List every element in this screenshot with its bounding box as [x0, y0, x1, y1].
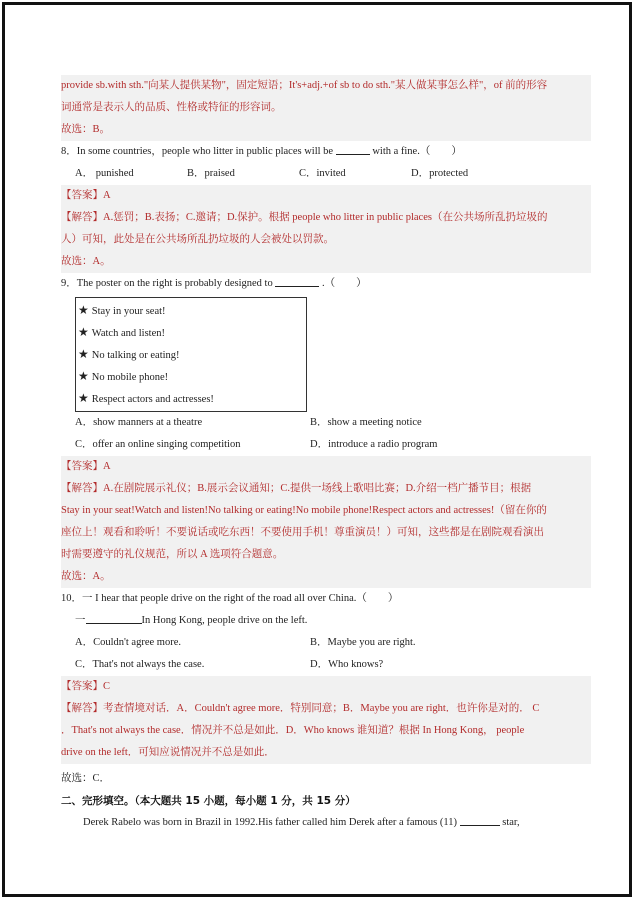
q10-stem: 10．一 I hear that people drive on the right of the road all over China.（ ） — [61, 593, 399, 604]
q10-answer-blank — [86, 611, 142, 624]
q8-option-a: A． punished — [75, 168, 134, 179]
q8-option-d: D．protected — [411, 168, 469, 179]
q9-option-b: B．show a meeting notice — [310, 417, 422, 428]
q10-explanation-line: drive on the left．可知应说情况并不总是如此． — [61, 747, 275, 758]
poster-item-text: Watch and listen! — [91, 328, 165, 339]
q8-option-b: B．praised — [187, 168, 235, 179]
q10-reply — [61, 610, 591, 632]
q8-answer-blank — [336, 142, 370, 155]
poster-item-text: Respect actors and actresses! — [91, 394, 214, 405]
q8-stem-text: 8．In some countries，people who litter in public places will be — [61, 146, 334, 157]
q10-reply-text: In Hong Kong, people drive on the left. — [141, 615, 308, 626]
q10-option-c: C．That's not always the case. — [75, 659, 205, 670]
q9-option-c: C．offer an online singing competition — [75, 439, 241, 450]
q9-explanation-line: 【解答】A.在剧院展示礼仪；B.展示会议通知；C.提供一场线上歌唱比赛；D.介绍一档广播节目；根据 — [61, 483, 532, 494]
q9-option-d: D．introduce a radio program — [310, 439, 438, 450]
q8-options — [61, 163, 591, 185]
q8-option-c: C．invited — [299, 168, 346, 179]
q8-answer-block — [61, 185, 591, 273]
q9-option-a: A．show manners at a theatre — [75, 417, 203, 428]
cloze-text-tail: star, — [502, 817, 520, 828]
q8-explanation-line: 人）可知，此处是在公共场所乱扔垃圾的人会被处以罚款。 — [61, 234, 334, 245]
q8-stem — [61, 141, 591, 163]
q7-explanation-line: 词通常是表示人的品质、性格或特征的形容词。 — [61, 102, 282, 113]
q7-explanation-block — [61, 75, 591, 141]
q7-choice: 故选：B。 — [61, 124, 111, 135]
q10-options-row — [61, 654, 591, 676]
q9-answer-blank — [275, 274, 319, 287]
poster-item-text: No mobile phone! — [91, 372, 169, 383]
star-icon: ★ — [78, 303, 89, 317]
cloze-text: Derek Rabelo was born in Brazil in 1992.His father called him Derek after a famous (11) — [83, 817, 457, 828]
poster-item — [78, 343, 306, 365]
q8-answer: 【答案】A — [61, 190, 111, 201]
poster-item-text: Stay in your seat! — [91, 306, 166, 317]
star-icon: ★ — [78, 325, 89, 339]
q10-option-d: D．Who knows? — [310, 659, 384, 670]
star-icon: ★ — [78, 347, 89, 361]
q10-option-a: A．Couldn't agree more. — [75, 637, 181, 648]
q9-options-row — [61, 434, 591, 456]
q9-choice: 故选：A。 — [61, 571, 111, 582]
q9-answer: 【答案】A — [61, 461, 111, 472]
cloze-paragraph — [61, 812, 591, 834]
q8-explanation-line: 【解答】A.惩罚；B.表扬；C.邀请；D.保护。根据 people who litter in public places（在公共场所乱扔垃圾的 — [61, 212, 548, 223]
q10-options-row — [61, 632, 591, 654]
q9-explanation-line: Stay in your seat!Watch and listen!No talking or eating!No mobile phone!Respect actors and actresses!（留在你的 — [61, 505, 547, 516]
q8-stem-tail: with a fine.（ ） — [372, 146, 462, 157]
cloze-blank-11 — [460, 813, 500, 826]
q9-explanation-line: 时需要遵守的礼仪规范，所以 A 选项符合题意。 — [61, 549, 284, 560]
star-icon: ★ — [78, 391, 89, 405]
poster-item — [78, 321, 306, 343]
poster-item-text: No talking or eating! — [91, 350, 180, 361]
poster-item — [78, 299, 306, 321]
q7-explanation-line: provide sb.with sth."向某人提供某物"，固定短语；It's+adj.+of sb to do sth."某人做某事怎么样"，of 前的形容 — [61, 80, 548, 91]
star-icon: ★ — [78, 369, 89, 383]
q8-choice: 故选：A。 — [61, 256, 111, 267]
page-frame — [2, 2, 632, 897]
q10-answer-block — [61, 676, 591, 764]
poster-item — [78, 365, 306, 387]
q10-explanation-line: 【解答】考查情境对话．A．Couldn't agree more．特别同意；B．Maybe you are right．也许你是对的． C — [61, 703, 540, 714]
poster-item — [78, 387, 306, 409]
q10-option-b: B．Maybe you are right. — [310, 637, 416, 648]
q10-reply-dash: 一 — [75, 615, 86, 626]
q10-explanation-line: ．That's not always the case．情况并不总是如此．D．Who knows 谁知道？根据 In Hong Kong， people — [61, 725, 525, 736]
q9-options-row — [61, 412, 591, 434]
poster-box — [75, 297, 307, 412]
q9-stem — [61, 273, 591, 295]
q9-explanation-line: 座位上！观看和聆听！不要说话或吃东西！不要使用手机！尊重演员！）可知，这些都是在剧院观看演出 — [61, 527, 544, 538]
q10-answer: 【答案】C — [61, 681, 111, 692]
q9-stem-tail: .（ ） — [321, 278, 367, 289]
q9-answer-block — [61, 456, 591, 588]
q10-choice: 故选：C． — [61, 773, 111, 784]
document-content — [61, 75, 591, 834]
section-title: 二、完形填空。（本大题共 15 小题，每小题 1 分，共 15 分） — [61, 795, 356, 807]
q9-stem-text: 9．The poster on the right is probably designed to — [61, 278, 273, 289]
